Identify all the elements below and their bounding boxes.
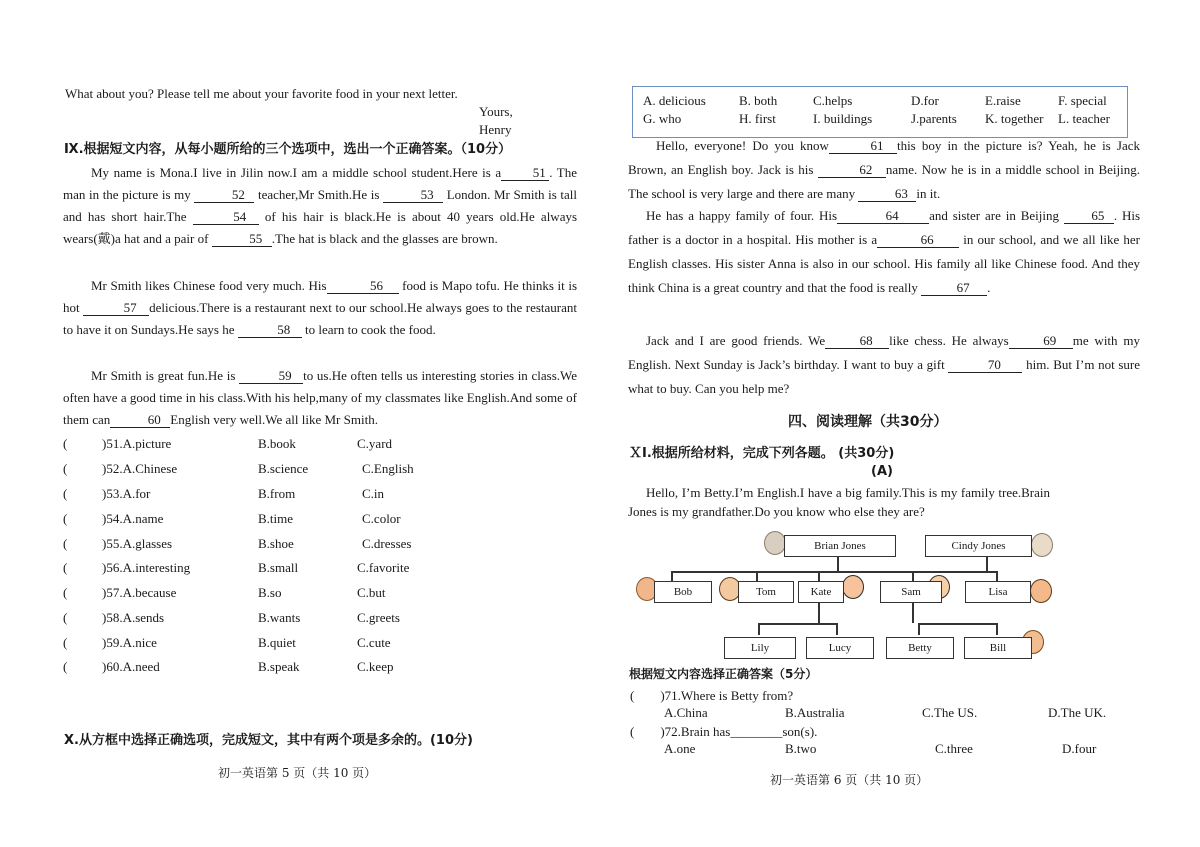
section-10-title: Ⅹ.从方框中选择正确选项，完成短文，其中有两个项是多余的。(10分) — [64, 733, 473, 748]
answer-paren: ( — [63, 659, 68, 674]
blank-51: 51 — [501, 166, 549, 181]
passage-text: .The hat is black and the glasses are brown. — [271, 231, 498, 246]
grandfather-icon — [764, 531, 786, 555]
passage-text: and sister are in Beijing — [929, 208, 1059, 223]
question-option-c: C.in — [362, 486, 385, 501]
question-option-b: B.shoe — [258, 536, 294, 551]
page-footer-5: 初一英语第 5 页（共 10 页） — [218, 766, 377, 780]
blank-56: 56 — [327, 279, 399, 294]
answer-paren: ( — [63, 511, 68, 526]
passage-text: Hello, everyone! Do you know — [656, 138, 829, 153]
question-72: ( )72.Brain has________son(s). — [630, 724, 818, 739]
question-option-c: C.favorite — [357, 560, 410, 575]
blank-63: 63 — [858, 187, 916, 202]
question-option-b: B.wants — [258, 610, 301, 625]
question-option-a: )56.A.interesting — [102, 560, 191, 575]
passage-text: London. Mr Smith is tall and has short hair.The — [63, 187, 578, 224]
question-option-a: )60.A.need — [102, 659, 160, 674]
passage-text: . His father is a doctor in a hospital. His mother is a — [628, 208, 1140, 247]
blank-58: 58 — [238, 323, 302, 338]
tree-node-gen3: Lucy — [806, 637, 874, 659]
section-9-title: Ⅸ.根据短文内容，从每小题所给的三个选项中，选出一个正确答案。（10分） — [64, 142, 512, 157]
word-bank-box — [632, 86, 1128, 138]
blank-68: 68 — [825, 334, 889, 349]
blank-70: 70 — [948, 358, 1022, 373]
blank-60: 60 — [110, 413, 170, 428]
blank-59: 59 — [239, 369, 303, 384]
answer-paren: ( — [63, 635, 68, 650]
passage-text: of his hair is black.He is about 40 years old.He always wears(戴)a hat and a pair of — [63, 209, 578, 246]
question-option-a: )58.A.sends — [102, 610, 165, 625]
question-option-b: B.speak — [258, 659, 300, 674]
question-option-c: C.cute — [357, 635, 391, 650]
question-option-c: C.yard — [357, 436, 393, 451]
passage-text: Mr Smith is great fun.He is — [91, 368, 236, 383]
blank-53: 53 — [383, 188, 443, 203]
q72-option: A.one — [664, 741, 696, 756]
question-option-c: C.color — [362, 511, 401, 526]
page-footer-6: 初一英语第 6 页（共 10 页） — [770, 773, 929, 787]
grandmother-icon — [1031, 533, 1053, 557]
answer-paren: ( — [63, 560, 68, 575]
word-bank-item: A. delicious — [643, 93, 706, 108]
tree-node-grandpa: Brian Jones — [784, 535, 896, 557]
word-bank-item: J.parents — [911, 111, 957, 126]
blank-55: 55 — [212, 232, 272, 247]
blank-52: 52 — [194, 188, 254, 203]
word-bank-item: G. who — [643, 111, 682, 126]
blank-61: 61 — [829, 139, 897, 154]
word-bank-item: I. buildings — [813, 111, 873, 126]
question-option-a: )53.A.for — [102, 486, 151, 501]
question-option-a: )52.A.Chinese — [102, 461, 178, 476]
subsection-a-label: (A) — [871, 464, 893, 479]
blank-62: 62 — [818, 163, 886, 178]
answer-paren: ( — [63, 610, 68, 625]
passage-9-paragraph-1 — [63, 162, 577, 250]
tree-node-gen2: Kate — [798, 581, 844, 603]
question-option-c: C.greets — [357, 610, 400, 625]
passage-text: to learn to cook the food. — [305, 322, 436, 337]
question-option-a: )51.A.picture — [102, 436, 172, 451]
q71-option: B.Australia — [785, 705, 845, 720]
question-option-b: B.from — [258, 486, 296, 501]
word-bank-item: E.raise — [985, 93, 1021, 108]
passage-10-paragraph-3 — [628, 329, 1140, 401]
question-option-a: )54.A.name — [102, 511, 164, 526]
blank-54: 54 — [193, 210, 259, 225]
part-4-title: 四、阅读理解（共30分） — [788, 414, 948, 430]
question-option-a: )59.A.nice — [102, 635, 157, 650]
reading-a-instruction: 根据短文内容选择正确答案（5分） — [629, 667, 818, 681]
passage-text: Jack and I are good friends. We — [646, 333, 826, 348]
word-bank-item: K. together — [985, 111, 1044, 126]
question-option-b: B.small — [258, 560, 299, 575]
q71-option: A.China — [664, 705, 708, 720]
tree-node-gen3: Betty — [886, 637, 954, 659]
answer-paren: ( — [63, 486, 68, 501]
q72-option: D.four — [1062, 741, 1097, 756]
section-11-title: ＸⅠ.根据所给材料，完成下列各题。 (共30分) — [629, 446, 895, 461]
tree-node-gen2: Bob — [654, 581, 712, 603]
letter-yours: Yours, — [479, 104, 513, 119]
tree-node-gen2: Tom — [738, 581, 794, 603]
question-option-b: B.quiet — [258, 635, 296, 650]
letter-closing-text: What about you? Please tell me about your favorite food in your next letter. — [65, 86, 458, 101]
passage-text: like chess. He always — [889, 333, 1009, 348]
question-option-b: B.science — [258, 461, 309, 476]
passage-text: this boy in the picture is? Yeah, he is Jack Brown, an English boy. Jack is his — [628, 138, 1140, 177]
passage-9-paragraph-2 — [63, 275, 577, 341]
word-bank-item: B. both — [739, 93, 778, 108]
question-option-a: )55.A.glasses — [102, 536, 173, 551]
passage-text: in our school, and we all like her English classes. His sister Anna is also in our school. His family all like Chinese food. And they think China is a great country and that the food is really — [628, 232, 1140, 295]
blank-65: 65 — [1064, 209, 1114, 224]
passage-text: He has a happy family of four. His — [646, 208, 838, 223]
passage-text: . The man in the picture is my — [63, 165, 577, 202]
question-option-a: )57.A.because — [102, 585, 177, 600]
passage-10-paragraph-1 — [628, 134, 1140, 206]
word-bank-item: D.for — [911, 93, 939, 108]
passage-text: food is Mapo tofu. He thinks it is hot — [63, 278, 578, 315]
reading-a-intro: Hello, I’m Betty.I’m English.I have a big family.This is my family tree.Brain Jones is my grandfather.Do you know who else they are? — [628, 485, 1050, 519]
blank-66: 66 — [877, 233, 959, 248]
passage-text: name. Now he is in a middle school in Beijing. The school is very large and there are many — [628, 162, 1141, 201]
question-option-c: C.keep — [357, 659, 394, 674]
passage-10-paragraph-2 — [628, 204, 1140, 300]
lisa-face-icon — [1030, 579, 1052, 603]
question-option-b: B.time — [258, 511, 294, 526]
blank-57: 57 — [83, 301, 149, 316]
kate-face-icon — [842, 575, 864, 599]
letter-signer: Henry — [479, 122, 512, 137]
q72-option: C.three — [935, 741, 973, 756]
word-bank-item: C.helps — [813, 93, 853, 108]
passage-9-paragraph-3 — [63, 365, 577, 431]
blank-64: 64 — [837, 209, 929, 224]
tree-node-gen2: Lisa — [965, 581, 1031, 603]
answer-paren: ( — [63, 461, 68, 476]
word-bank-item: H. first — [739, 111, 776, 126]
answer-paren: ( — [63, 536, 68, 551]
question-71: ( )71.Where is Betty from? — [630, 688, 794, 703]
question-option-c: C.English — [362, 461, 414, 476]
q71-option: C.The US. — [922, 705, 978, 720]
passage-text: delicious.There is a restaurant next to our school.He always goes to the restaurant to have it on Sundays.He says he — [63, 300, 578, 337]
passage-text: me with my English. Next Sunday is Jack’s birthday. I want to buy a gift — [628, 333, 1140, 372]
passage-text: teacher,Mr Smith.He is — [257, 187, 380, 202]
word-bank-item: L. teacher — [1058, 111, 1110, 126]
answer-paren: ( — [63, 585, 68, 600]
answer-paren: ( — [63, 436, 68, 451]
passage-text: English very well.We all like Mr Smith. — [170, 412, 378, 427]
passage-text: Mr Smith likes Chinese food very much. His — [91, 278, 327, 293]
tree-node-gen2: Sam — [880, 581, 942, 603]
passage-text: him. But I’m not sure what to buy. Can you help me? — [628, 357, 1141, 396]
q71-option: D.The UK. — [1048, 705, 1107, 720]
q72-option: B.two — [785, 741, 817, 756]
blank-69: 69 — [1009, 334, 1073, 349]
passage-text: . — [987, 280, 991, 295]
passage-text: in it. — [916, 186, 941, 201]
blank-67: 67 — [921, 281, 987, 296]
tree-node-gen3: Lily — [724, 637, 796, 659]
passage-text: My name is Mona.I live in Jilin now.I am a middle school student.Here is a — [91, 165, 502, 180]
question-option-c: C.dresses — [362, 536, 412, 551]
tree-node-gen3: Bill — [964, 637, 1032, 659]
word-bank-item: F. special — [1058, 93, 1107, 108]
passage-text: to us.He often tells us interesting stories in class.We often have a good time in his class.With his help,many of my classmates like English.And some of them can — [63, 368, 578, 427]
question-option-b: B.book — [258, 436, 296, 451]
tree-node-grandma: Cindy Jones — [925, 535, 1032, 557]
question-option-c: C.but — [357, 585, 386, 600]
question-option-b: B.so — [258, 585, 282, 600]
